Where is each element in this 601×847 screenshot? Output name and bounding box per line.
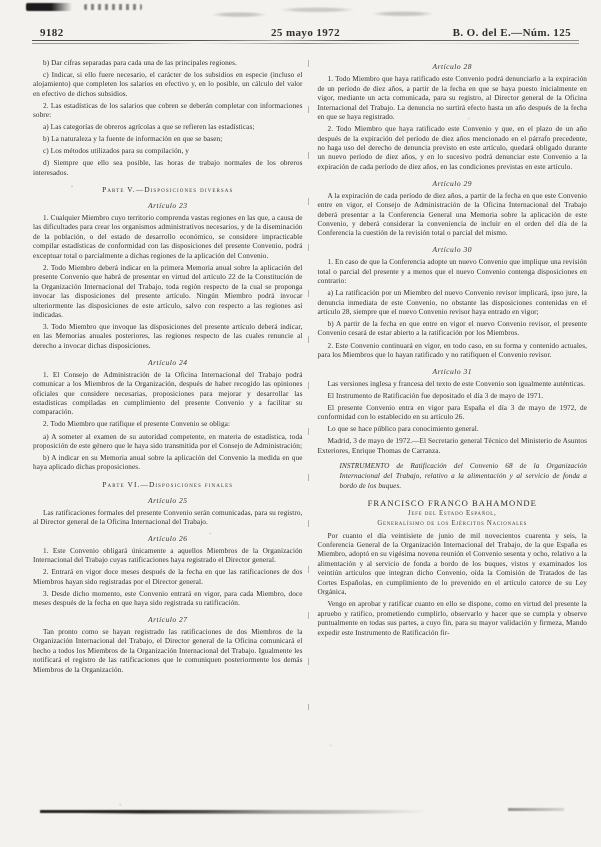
paragraph: c) Los métodos utilizados para su compilación, y [43,147,189,156]
article-heading: Artículo 24 [148,357,188,367]
paragraph: Lo que se hace público para conocimiento general. [327,425,479,434]
paragraph: a) La ratificación por un Miembro del nuevo Convenio revisor implicará, ipso jure, la denuncia inmediata de este Convenio, no obstante las disposiciones contenidas en el artículo 28, siempre que el nuevo Convenio revisor haya entrado en vigor; [317,289,587,316]
signatory-title: Jefe del Estado Español, [408,510,497,518]
gazette-issue: B. O. del E.—Núm. 125 [447,27,577,39]
paragraph: 2. Todo Miembro que haya ratificado este Convenio y que, en el plazo de un año después de la expiración del período de diez años mencionado en el párrafo precedente, no haga uso del derecho de denuncia previsto en este artículo, quedará obligado durante un nuevo período de diez años, y en lo sucesivo podrá denunciar este Convenio a la expiración de cada período de diez años, en las condiciones previstas en este artículo. [317,125,587,171]
scan-smudge-top-left [26,3,72,11]
article-heading: Artículo 28 [432,62,472,72]
paragraph: 1. Cualquier Miembro cuyo territorio comprenda vastas regiones en las que, a causa de las dificultades para crear los organismos administrativos necesarios, y de la diseminación de la población, o del estado de desarrollo económico, se considere impracticable compilar estadísticas de conformidad con las disposiciones del presente Convenio, podrá exceptuar total o parcialmente a dichas regiones de la aplicación del Convenio. [33,213,303,260]
paragraph: a) Las categorías de obreros agrícolas a que se refieren las estadísticas; [43,123,255,132]
page-number: 9182 [34,27,70,39]
article-heading: Artículo 31 [432,366,472,376]
article-heading: Artículo 23 [148,200,188,210]
scan-smudge-top-left-2 [84,4,142,10]
paragraph: Las versiones inglesa y francesa del texto de este Convenio son igualmente auténticas. [327,379,586,388]
part-heading: Parte VI.—Disposiciones finales [102,479,234,489]
scan-streak-bottom [40,809,555,815]
left-column [33,56,303,675]
article-heading: Artículo 30 [432,245,472,255]
paragraph: 1. Este Convenio obligará únicamente a aquellos Miembros de la Organización Internacional del Trabajo cuyas ratificaciones haya registrado el Director general. [33,546,303,565]
scan-streak-bottom-right [508,808,564,811]
paragraph: 1. El Consejo de Administración de la Oficina Internacional del Trabajo podrá comunicar a los Miembros de la Organización, después de haber recogido las opiniones oficiales que considere necesarias, proposiciones para mejorar y desarrollar las estadísticas compiladas en cumplimiento del presente Convenio y a facilitar su comparación. [33,370,303,417]
instrument-summary: INSTRUMENTO de Ratificación del Convenio 68 de la Organización Internacional del Trabajo, relativo a la alimentación y al servicio de fonda a bordo de los buques. [339,462,587,490]
document-body [33,56,587,675]
paragraph: 1. En caso de que la Conferencia adopte un nuevo Convenio que implique una revisión total o parcial del presente y a menos que el nuevo Convenio contenga disposiciones en contrario: [317,258,587,285]
paragraph: Madrid, 3 de mayo de 1972.—El Secretario general Técnico del Ministerio de Asuntos Exteriores, Enrique Thomas de Carranza. [317,437,587,455]
paragraph: b) Dar cifras separadas para cada una de las principales regiones. [43,58,237,67]
paragraph: 2. Este Convenio continuará en vigor, en todo caso, en su forma y contenido actuales, para los Miembros que lo hayan ratificado y no ratifiquen el Convenio revisor. [317,341,587,359]
paragraph: b) La naturaleza y la fuente de información en que se basen; [43,135,223,144]
article-heading: Artículo 27 [148,614,188,624]
paragraph: 2. Entrará en vigor doce meses después de la fecha en que las ratificaciones de dos Miembros hayan sido registradas por el Director general. [33,568,303,586]
issue-date: 25 mayo 1972 [271,27,340,39]
paragraph: Vengo en aprobar y ratificar cuanto en ello se dispone, como en virtud del presente la apruebo y ratifico, prometiendo cumplirlo, observarlo y hacer que se cumpla y observe puntualmente en todas sus partes, a cuyo fin, para su mayor validación y firmeza, Mando expedir este Instrumento de Ratificación fir- [317,600,587,637]
paragraph: b) A indicar en su Memoria anual sobre la aplicación del Convenio la medida en que haya aplicado dichas proposiciones. [33,454,303,472]
paragraph: 3. Todo Miembro que invoque las disposiciones del presente artículo deberá indicar, en las Memorias anuales posteriores, las regiones respecto de las cuales renuncie al derecho a invocar dichas disposiciones. [33,323,303,350]
paragraph: 2. Las estadísticas de los salarios que cobren se deberán completar con informaciones sobre: [33,101,303,120]
paragraph: El presente Convenio entra en vigor para España el día 3 de mayo de 1972, de conformidad con lo establecido en su artículo 26. [317,403,587,422]
part-heading: Parte V.—Disposiciones diversas [102,185,234,195]
paragraph: d) Siempre que ello sea posible, las horas de trabajo normales de los obreros interesados. [33,159,303,177]
paragraph: Tan pronto como se hayan registrado las ratificaciones de dos Miembros de la Organización Internacional del Trabajo, el Director general de la Oficina comunicará el hecho a todos los Miembros de la Organización Internacional del Trabajo. Igualmente les notificará el registro de las ratificaciones que le comuniquen posteriormente los demás Miembros de la Organización. [33,627,303,674]
paragraph: c) Indicar, si ello fuere necesario, el carácter de los subsidios en especie (incluso el alojamiento) que completen los salarios en efectivo y, en lo posible, un cálculo del valor en efectivo de dichos subsidios. [33,70,303,98]
paragraph: El Instrumento de Ratificación fue depositado el día 3 de mayo de 1971. [327,391,544,400]
masthead [34,27,577,39]
masthead-rule [32,40,579,44]
paragraph: 3. Desde dicho momento, este Convenio entrará en vigor, para cada Miembro, doce meses después de la fecha en que haya sido registrada su ratificación. [33,589,303,608]
paragraph: b) A partir de la fecha en que entre en vigor el nuevo Convenio revisor, el presente Convenio cesará de estar abierto a la ratificación por los Miembros. [317,320,587,338]
paragraph: 1. Todo Miembro que haya ratificado este Convenio podrá denunciarlo a la expiración de un período de diez años, a partir de la fecha en que se haya puesto inicialmente en vigor, mediante un acta comunicada, para su registro, al Director general de la Oficina Internacional del Trabajo. La denuncia no surtirá efecto hasta un año después de la fecha en que se haya registrado. [317,75,587,122]
signatory-title: Generalísimo de los Ejércitos Nacionales [377,520,528,528]
scan-smudge-top-center [200,5,460,21]
paragraph: A la expiración de cada período de diez años, a partir de la fecha en que este Convenio entre en vigor, el Consejo de Administración de la Oficina Internacional del Trabajo deberá presentar a la Conferencia General una Memoria sobre la aplicación de este Convenio, y deberá considerar la conveniencia de incluir en el orden del día de la Conferencia la cuestión de la revisión total o parcial del mismo. [317,191,587,238]
paragraph: a) A someter al examen de su autoridad competente, en materia de estadística, toda proposición de este género que le haya sido transmitida por el Consejo de Administración; [33,432,303,450]
article-heading: Artículo 26 [148,533,188,543]
paragraph: 2. Todo Miembro que ratifique el presente Convenio se obliga: [43,420,231,429]
paragraph: 2. Todo Miembro deberá indicar en la primera Memoria anual sobre la aplicación del presente Convenio que habrá de presentar en virtud del artículo 22 de la Constitución de la Organización Internacional del Trabajo, toda región respecto de la cual se proponga invocar las disposiciones del presente artículo. Ningún Miembro podrá invocar ulteriormente las disposiciones de este artículo, salvo con respecto a las regiones así indicadas. [33,263,303,319]
article-heading: Artículo 29 [432,178,472,188]
paragraph: Las ratificaciones formales del presente Convenio serán comunicadas, para su registro, al Director general de la Oficina Internacional del Trabajo. [33,508,303,527]
signatory-name: FRANCISCO FRANCO BAHAMONDE [367,497,537,508]
article-heading: Artículo 25 [148,495,188,505]
right-column [318,56,588,675]
paragraph: Por cuanto el día veintisiete de junio de mil novecientos cuarenta y seis, la Conferencia General de la Organización Internacional del Trabajo, de la que España es Miembro, adoptó en su vigésima novena reunión el Convenio sesenta y ocho, relativo a la alimentación y al servicio de fonda a bordo de los buques, vistos y examinados los veintiún artículos que integran dicho Convenio, oída la Comisión de Tratados de las Cortes Españolas, en cumplimiento de lo prevenido en el artículo catorce de su Ley Orgánica, [317,531,587,597]
